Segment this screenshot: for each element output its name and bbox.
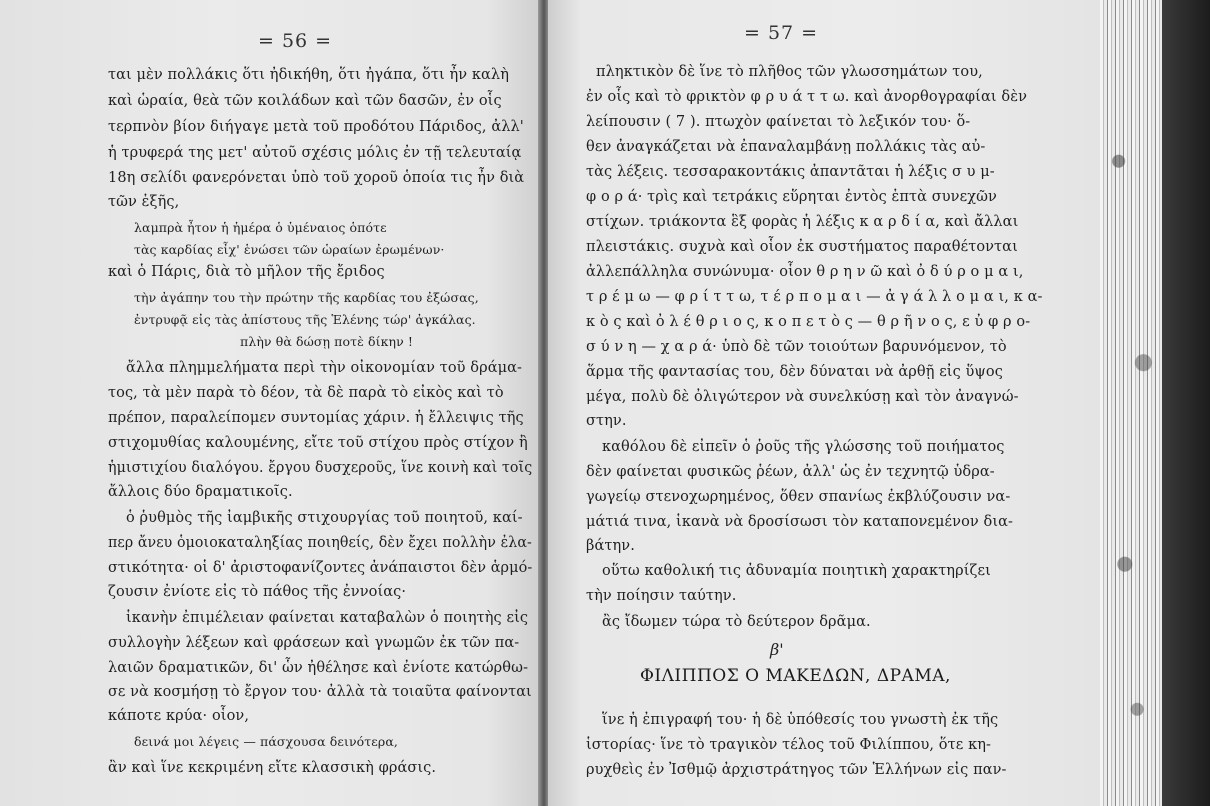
verse-line: τὰς καρδίας εἶχ' ἑνώσει τῶν ὡραίων ἐρωμένων· <box>134 242 445 257</box>
text-line: θεν ἀναγκάζεται νὰ ἐπαναλαμβάνῃ πολλάκις τὰς αὐ- <box>586 139 986 155</box>
text-line: στίχων. τριάκοντα ἓξ φορὰς ἡ λέξις κ α ρ δ ί α, καὶ ἄλλαι <box>586 214 1019 230</box>
text-line: κ ὸ ς καὶ ὀ λ έ θ ρ ι ο ς, κ ο π ε τ ὸ ς — θ ρ ῆ ν ο ς, ε ὐ φ ρ ο- <box>586 314 1031 330</box>
text-line: ται μὲν πολλάκις ὅτι ἠδικήθη, ὅτι ἠγάπα, ὅτι ἦν καλὴ <box>108 67 509 83</box>
text-line: ἡμιστιχίου διαλόγου. ἔργου δυσχεροῦς, ἵνε κοινὴ καὶ τοῖς <box>108 460 533 476</box>
text-line: ἡ τρυφερά της μετ' αὐτοῦ σχέσις μόλις ἐν τῇ τελευταίᾳ <box>108 145 522 161</box>
text-line: τερπνὸν βίον διήγαγε μετὰ τοῦ προδότου Πάριδος, ἀλλ' <box>108 119 524 135</box>
text-line: τὴν ποίησιν ταύτην. <box>586 588 737 604</box>
text-line: καθόλου δὲ εἰπεῖν ὁ ῥοῦς τῆς γλώσσης τοῦ ποιήματος <box>602 439 1005 455</box>
book-cover <box>1162 0 1210 806</box>
left-page <box>0 0 540 806</box>
right-page <box>548 0 1100 806</box>
text-line: κάποτε κρύα· οἷον, <box>108 708 250 724</box>
text-line: οὕτω καθολική τις ἀδυναμία ποιητικὴ χαρακτηρίζει <box>602 563 991 579</box>
text-line: λείπουσιν ( 7 ). πτωχὸν φαίνεται τὸ λεξικόν του· ὅ- <box>586 114 971 130</box>
page-number-left: = 56 = <box>258 30 333 52</box>
text-line: 18η σελίδι φανερόνεται ὑπὸ τοῦ χοροῦ ὁποία τις ἦν διὰ <box>108 170 525 186</box>
text-line: στην. <box>586 413 627 429</box>
text-line: ἄλλοις δύο δραματικοῖς. <box>108 484 293 500</box>
verse-line: δεινά μοι λέγεις — πάσχουσα δεινότερα, <box>134 734 398 749</box>
text-line: ἱκανὴν ἐπιμέλειαν φαίνεται καταβαλὼν ὁ ποιητὴς εἰς <box>126 610 529 626</box>
text-line: δὲν φαίνεται φυσικῶς ῥέων, ἀλλ' ὡς ἐν τεχνητῷ ὑδρα- <box>586 464 995 480</box>
text-line: ἄλλα πλημμελήματα περὶ τὴν οἰκονομίαν τοῦ δράμα- <box>126 360 523 376</box>
verse-line: ἐντρυφᾷ εἰς τὰς ἀπίστους τῆς Ἑλένης τώρ' ἀγκάλας. <box>134 312 476 327</box>
section-heading: ΦΙΛΙΠΠΟΣ Ο ΜΑΚΕΔΩΝ, ΔΡΑΜΑ, <box>640 666 951 686</box>
text-line: τος, τὰ μὲν παρὰ τὸ δέον, τὰ δὲ παρὰ τὸ εἰκὸς καὶ τὸ <box>108 385 504 401</box>
page-number-right: = 57 = <box>744 22 819 44</box>
text-line: πλειστάκις. συχνὰ καὶ οἷον ἐκ συστήματος παραθέτονται <box>586 239 1018 255</box>
verse-line: πλὴν θὰ δώσῃ ποτὲ δίκην ! <box>240 334 414 349</box>
section-mark: β' <box>770 640 784 659</box>
verse-line: λαμπρὰ ἦτον ἡ ἡμέρα ὁ ὑμέναιος ὁπότε <box>134 220 387 235</box>
page-edges <box>1100 0 1162 806</box>
text-line: φ ο ρ ά· τρὶς καὶ τετράκις εὕρηται ἐντὸς ἑπτὰ συνεχῶν <box>586 189 997 205</box>
text-line: ἀλλεπάλληλα συνώνυμα· οἷον θ ρ η ν ῶ καὶ ὀ δ ύ ρ ο μ α ι, <box>586 264 1024 280</box>
text-line: μάτιά τινα, ἱκανὰ νὰ δροσίσωσι τὸν καταπονεμένον δια- <box>586 514 1014 530</box>
text-line: τὰς λέξεις. τεσσαρακοντάκις ἀπαντᾶται ἡ λέξις σ υ μ- <box>586 164 995 180</box>
text-line: καὶ ὡραία, θεὰ τῶν κοιλάδων καὶ τῶν δασῶν, ἐν οἷς <box>108 93 502 109</box>
text-line: τῶν ἑξῆς, <box>108 194 180 210</box>
text-line: βάτην. <box>586 538 635 554</box>
text-line: περ ἄνευ ὁμοιοκαταληξίας ποιηθείς, δὲν ἔχει πολλὴν ἐλα- <box>108 535 532 551</box>
text-line: τ ρ έ μ ω — φ ρ ί τ τ ω, τ έ ρ π ο μ α ι — ἀ γ ά λ λ ο μ α ι, κ α- <box>586 289 1043 305</box>
verse-line: τὴν ἀγάπην του τὴν πρώτην τῆς καρδίας του ἐξώσας, <box>134 290 479 305</box>
text-line: ἂς ἴδωμεν τώρα τὸ δεύτερον δρᾶμα. <box>602 614 871 630</box>
text-line: λαιῶν δραματικῶν, δι' ὧν ἠθέλησε καὶ ἐνίοτε κατώρθω- <box>108 660 529 676</box>
text-line: ἅρμα τῆς φαντασίας του, δὲν δύναται νὰ ἀρθῇ εἰς ὕψος <box>586 364 1003 380</box>
text-line: ἐν οἷς καὶ τὸ φρικτὸν φ ρ υ ά τ τ ω. καὶ ἀνορθογραφίαι δὲν <box>586 89 1027 105</box>
text-line: στικότητα· οἱ δ' ἀριστοφανίζοντες ἀνάπαιστοι δὲν ἁρμό- <box>108 560 533 576</box>
text-line: πρέπον, παραλείπομεν συντομίας χάριν. ἡ ἔλλειψις τῆς <box>108 410 524 426</box>
text-line: καὶ ὁ Πάρις, διὰ τὸ μῆλον τῆς ἔριδος <box>108 264 385 280</box>
text-line: ἂν καὶ ἵνε κεκριμένη εἴτε κλασσικὴ φράσις. <box>108 760 437 776</box>
text-line: ἱστορίας· ἵνε τὸ τραγικὸν τέλος τοῦ Φιλίππου, ὅτε κη- <box>586 737 992 753</box>
text-line: σ ύ ν η — χ α ρ ά· ὑπὸ δὲ τῶν τοιούτων βαρυνόμενον, τὸ <box>586 339 1007 355</box>
text-line: σε νὰ κοσμήσῃ τὸ ἔργον του· ἀλλὰ τὰ τοιαῦτα φαίνονται <box>108 684 532 700</box>
text-line: στιχομυθίας καλουμένης, εἴτε τοῦ στίχου πρὸς στίχον ἢ <box>108 435 528 451</box>
text-line: γωγείῳ στενοχωρημένος, ὅθεν σπανίως ἐκβλύζουσιν να- <box>586 489 1011 505</box>
text-line: ζουσιν ἐνίοτε εἰς τὸ πάθος τῆς ἐννοίας· <box>108 584 407 600</box>
text-line: ρυχθεὶς ἐν Ἰσθμῷ ἀρχιστράτηγος τῶν Ἑλλήνων εἰς παν- <box>586 762 1007 778</box>
text-line: πληκτικὸν δὲ ἵνε τὸ πλῆθος τῶν γλωσσημάτων του, <box>596 64 983 80</box>
text-line: συλλογὴν λέξεων καὶ φράσεων καὶ γνωμῶν ἐκ τῶν πα- <box>108 635 520 651</box>
text-line: ὁ ῥυθμὸς τῆς ἰαμβικῆς στιχουργίας τοῦ ποιητοῦ, καί- <box>126 510 523 526</box>
text-line: μέγα, πολὺ δὲ ὀλιγώτερον νὰ συνελκύσῃ καὶ τὸν ἀναγνώ- <box>586 389 1019 405</box>
text-line: ἵνε ἡ ἐπιγραφή του· ἡ δὲ ὑπόθεσίς του γνωστὴ ἐκ τῆς <box>602 712 999 728</box>
